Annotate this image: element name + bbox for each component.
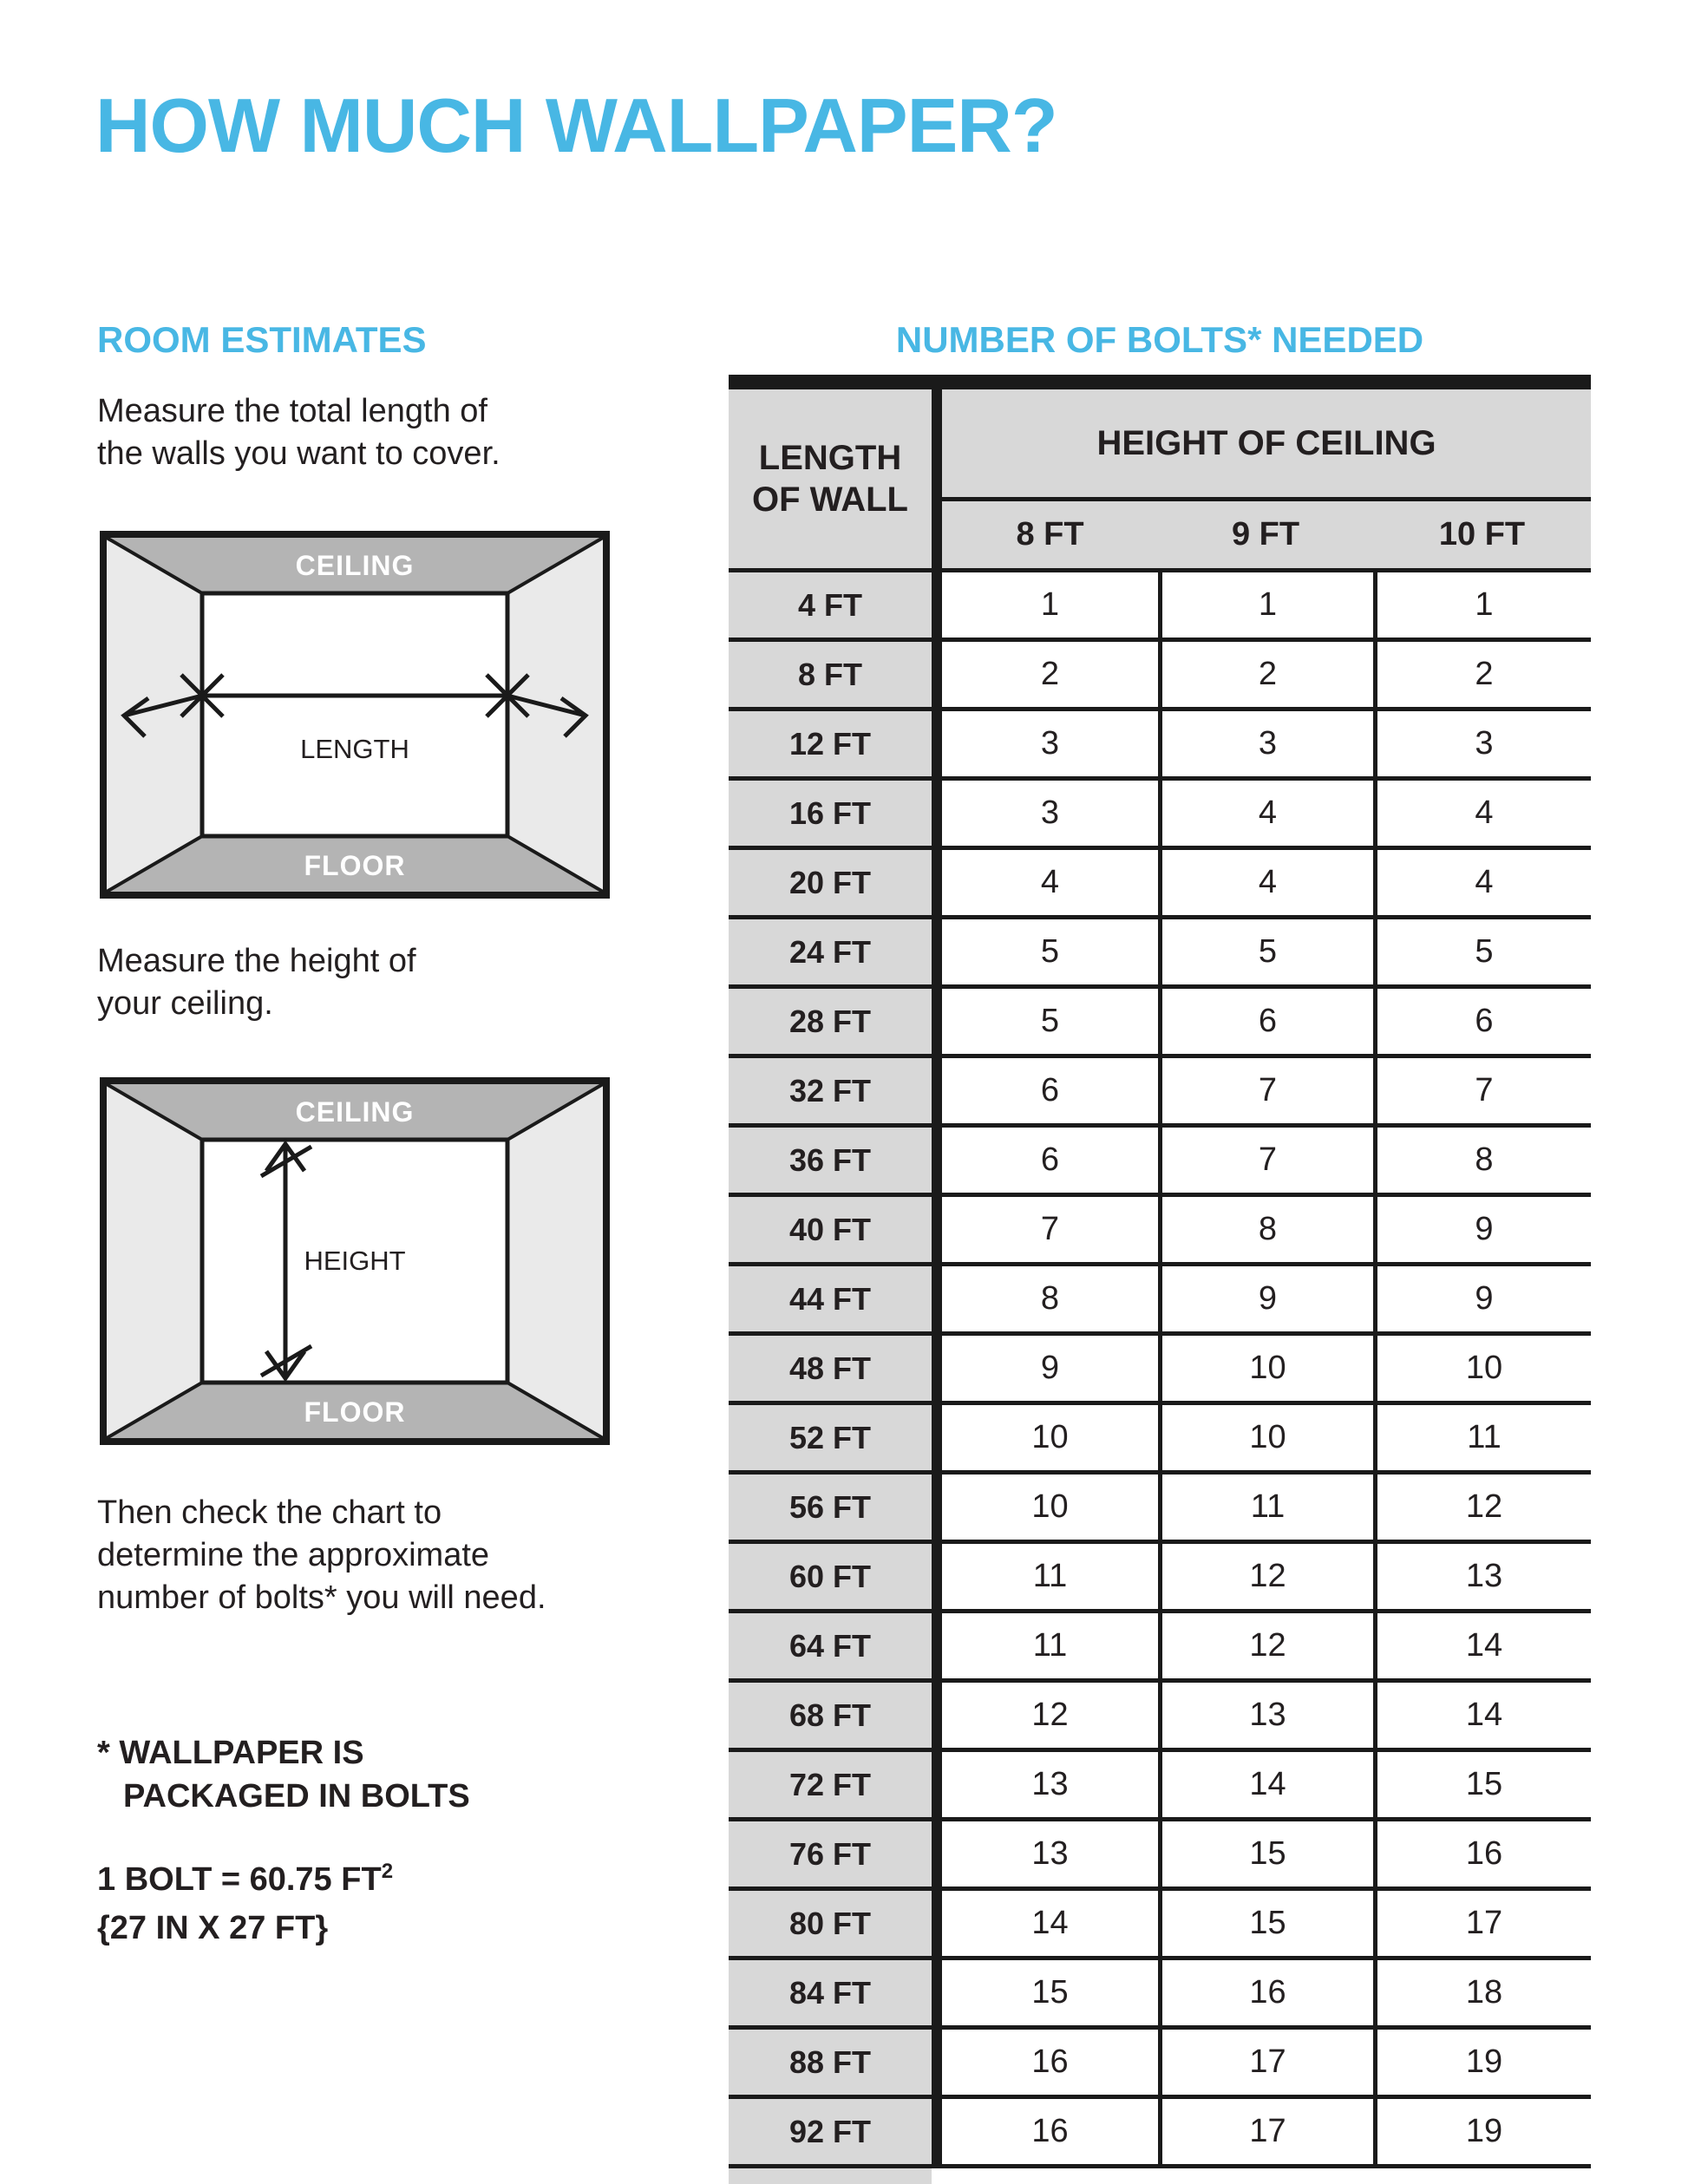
table-row <box>729 1197 1591 1266</box>
bolts-needed-heading: NUMBER OF BOLTS* NEEDED <box>895 319 1424 360</box>
room-height-diagram-svg <box>100 1077 610 1445</box>
step2-line1: Measure the height of <box>97 943 416 979</box>
wall-length-label: 68 FT <box>729 1683 932 1748</box>
table-row <box>729 1891 1591 1960</box>
bolt-count-cell: 10 <box>1158 1336 1373 1401</box>
bolt-count-cell: 9 <box>1158 1266 1373 1331</box>
table-row <box>729 1336 1591 1405</box>
bolt-count-cell: 2 <box>1040 656 1060 692</box>
row-vertical-divider <box>932 2030 942 2095</box>
bolt-count-cell: 14 <box>1373 1683 1591 1748</box>
length-of-wall-line1: LENGTH <box>758 439 902 477</box>
bolt-count-cell: 4 <box>1373 781 1591 846</box>
bolt-count-cell: 8 <box>1373 1128 1591 1193</box>
bolts-table <box>729 375 1591 2168</box>
row-vertical-divider <box>932 1544 942 1609</box>
bolt-count-cell: 5 <box>1158 919 1373 984</box>
wall-length-label: 32 FT <box>729 1058 932 1123</box>
wall-length-label: 56 FT <box>729 1475 932 1540</box>
bolt-count-cell: 12 <box>1373 1475 1591 1540</box>
bolt-count-cell: 17 <box>1373 1891 1591 1956</box>
bolt-count-cell: 11 <box>1373 1405 1591 1470</box>
wall-length-label: 64 FT <box>729 1613 932 1678</box>
table-header <box>729 389 1591 572</box>
row-vertical-divider <box>932 1891 942 1956</box>
bolt-count-cell: 16 <box>1373 1821 1591 1886</box>
bolt-count-cell: 13 <box>1031 1766 1069 1802</box>
wall-length-label: 52 FT <box>729 1405 932 1470</box>
bolt-count-cell: 8 <box>1158 1197 1373 1262</box>
bolt-count-cell: 3 <box>1373 711 1591 776</box>
row-vertical-divider <box>932 919 942 984</box>
table-row <box>729 1683 1591 1752</box>
bolt-count-cell: 5 <box>1373 919 1591 984</box>
bolt-count-cell: 15 <box>1158 1821 1373 1886</box>
step2-line2: your ceiling. <box>97 985 273 1022</box>
wall-length-label: 40 FT <box>729 1197 932 1262</box>
table-row <box>729 781 1591 850</box>
bolt-count-cell: 7 <box>1158 1128 1373 1193</box>
bolt-count-cell: 9 <box>1373 1266 1591 1331</box>
row-vertical-divider <box>932 1128 942 1193</box>
row-vertical-divider <box>932 1821 942 1886</box>
bolt-count-cell: 1 <box>1373 572 1591 638</box>
row-vertical-divider <box>932 642 942 707</box>
bolt-count-cell: 13 <box>1373 1544 1591 1609</box>
footnote-line1: * WALLPAPER IS <box>97 1735 364 1771</box>
bolt-count-cell: 14 <box>1031 1905 1069 1941</box>
wall-length-label: 72 FT <box>729 1752 932 1817</box>
bolt-count-cell: 13 <box>1031 1835 1069 1872</box>
page-title: HOW MUCH WALLPAPER? <box>95 82 1057 168</box>
bolt-count-cell: 12 <box>1031 1697 1069 1733</box>
wall-length-label: 20 FT <box>729 850 932 915</box>
bolt-count-cell: 6 <box>1040 1141 1060 1178</box>
bolt-count-cell: 8 <box>1040 1280 1060 1317</box>
row-vertical-divider <box>932 1405 942 1470</box>
wall-length-label: 24 FT <box>729 919 932 984</box>
bolt-count-cell: 15 <box>1031 1974 1069 2011</box>
step2-instruction <box>97 940 416 1025</box>
row-vertical-divider <box>932 1752 942 1817</box>
bolt-count-cell: 7 <box>1158 1058 1373 1123</box>
bolt-footnote <box>97 1731 470 1818</box>
table-row <box>729 1405 1591 1475</box>
step1-instruction <box>97 390 501 475</box>
ceiling-height-header-group <box>942 389 1591 568</box>
bolt-count-cell: 11 <box>1032 1627 1068 1664</box>
bolt-count-cell: 17 <box>1158 2030 1373 2095</box>
bolt-count-cell: 13 <box>1158 1683 1373 1748</box>
row-vertical-divider <box>932 711 942 776</box>
length-label: LENGTH <box>300 734 409 764</box>
bolt-count-cell: 17 <box>1158 2099 1373 2164</box>
table-row <box>729 919 1591 989</box>
bolt-count-cell: 2 <box>1158 642 1373 707</box>
ceiling-label: CEILING <box>295 550 415 581</box>
bolt-count-cell: 3 <box>1040 794 1060 831</box>
wall-length-label: 28 FT <box>729 989 932 1054</box>
bolt-count-cell: 6 <box>1158 989 1373 1054</box>
row-vertical-divider <box>932 1613 942 1678</box>
height-of-ceiling-header: HEIGHT OF CEILING <box>942 389 1591 501</box>
wall-length-label: 60 FT <box>729 1544 932 1609</box>
step3-line2: determine the approximate <box>97 1537 490 1573</box>
length-of-wall-line2: OF WALL <box>752 481 908 519</box>
bolt-count-cell: 14 <box>1158 1752 1373 1817</box>
table-row <box>729 850 1591 919</box>
bolt-count-cell: 6 <box>1373 989 1591 1054</box>
bolt-equation-text: 1 BOLT = 60.75 FT <box>97 1861 382 1898</box>
table-row <box>729 1058 1591 1128</box>
step3-instruction <box>97 1492 546 1619</box>
table-top-border <box>729 375 1591 389</box>
bolt-count-cell: 19 <box>1373 2099 1591 2164</box>
column-header-10ft: 10 FT <box>1438 516 1526 553</box>
wall-length-label: 12 FT <box>729 711 932 776</box>
back-wall <box>202 593 507 836</box>
bolt-count-cell: 3 <box>1040 725 1060 762</box>
table-body <box>729 572 1591 2168</box>
bolt-count-cell: 2 <box>1373 642 1591 707</box>
step1-line1: Measure the total length of <box>97 393 487 429</box>
room-length-diagram <box>100 531 610 899</box>
bolt-count-cell: 16 <box>1158 1960 1373 2025</box>
row-vertical-divider <box>932 2099 942 2164</box>
bolt-count-cell: 12 <box>1158 1613 1373 1678</box>
table-footer-gray-tab <box>729 2168 932 2184</box>
row-vertical-divider <box>932 850 942 915</box>
ceiling-height-columns <box>942 501 1591 568</box>
bolt-count-cell: 16 <box>1031 2113 1069 2149</box>
table-row <box>729 1613 1591 1683</box>
floor-label: FLOOR <box>304 1396 406 1428</box>
bolt-count-cell: 15 <box>1158 1891 1373 1956</box>
step1-line2: the walls you want to cover. <box>97 435 501 472</box>
footnote-line2: PACKAGED IN BOLTS <box>123 1778 470 1815</box>
header-vertical-divider <box>932 389 942 568</box>
step3-line1: Then check the chart to <box>97 1494 442 1531</box>
bolt-count-cell: 16 <box>1031 2043 1069 2080</box>
bolt-count-cell: 11 <box>1032 1558 1068 1594</box>
height-label: HEIGHT <box>304 1246 406 1276</box>
bolt-count-cell: 12 <box>1158 1544 1373 1609</box>
bolt-count-cell: 4 <box>1040 864 1060 900</box>
table-row <box>729 989 1591 1058</box>
bolt-count-cell: 9 <box>1373 1197 1591 1262</box>
bolt-count-cell: 15 <box>1373 1752 1591 1817</box>
row-vertical-divider <box>932 1683 942 1748</box>
wall-length-label: 80 FT <box>729 1891 932 1956</box>
wall-length-label: 44 FT <box>729 1266 932 1331</box>
ceiling-label: CEILING <box>295 1096 415 1128</box>
row-vertical-divider <box>932 1960 942 2025</box>
table-row <box>729 1821 1591 1891</box>
bolt-count-cell: 10 <box>1158 1405 1373 1470</box>
floor-label: FLOOR <box>304 850 406 881</box>
wall-length-label: 36 FT <box>729 1128 932 1193</box>
table-row <box>729 1475 1591 1544</box>
room-estimates-heading: ROOM ESTIMATES <box>97 319 427 360</box>
wall-length-label: 76 FT <box>729 1821 932 1886</box>
bolt-equation <box>97 1861 393 1899</box>
table-row <box>729 1266 1591 1336</box>
row-vertical-divider <box>932 1266 942 1331</box>
length-of-wall-header <box>729 389 932 568</box>
bolt-count-cell: 18 <box>1373 1960 1591 2025</box>
table-row <box>729 642 1591 711</box>
bolt-count-cell: 5 <box>1040 1003 1060 1039</box>
bolt-count-cell: 9 <box>1040 1350 1060 1386</box>
row-vertical-divider <box>932 1197 942 1262</box>
bolt-count-cell: 11 <box>1158 1475 1373 1540</box>
bolt-count-cell: 5 <box>1040 933 1060 970</box>
row-vertical-divider <box>932 1058 942 1123</box>
table-row <box>729 1128 1591 1197</box>
bolt-count-cell: 7 <box>1373 1058 1591 1123</box>
wall-length-label: 84 FT <box>729 1960 932 2025</box>
bolt-count-cell: 10 <box>1373 1336 1591 1401</box>
bolt-equation-superscript: 2 <box>381 1860 394 1883</box>
wall-length-label: 48 FT <box>729 1336 932 1401</box>
bolt-count-cell: 4 <box>1373 850 1591 915</box>
wall-length-label: 8 FT <box>729 642 932 707</box>
column-header-8ft: 8 FT <box>1016 516 1084 553</box>
table-row <box>729 1960 1591 2030</box>
wall-length-label: 4 FT <box>729 572 932 638</box>
bolt-count-cell: 6 <box>1040 1072 1060 1108</box>
bolt-count-cell: 4 <box>1158 850 1373 915</box>
row-vertical-divider <box>932 989 942 1054</box>
wall-length-label: 16 FT <box>729 781 932 846</box>
table-row <box>729 2030 1591 2099</box>
table-row <box>729 572 1591 642</box>
row-vertical-divider <box>932 1336 942 1401</box>
bolt-count-cell: 14 <box>1373 1613 1591 1678</box>
table-row <box>729 1544 1591 1613</box>
row-vertical-divider <box>932 1475 942 1540</box>
bolt-count-cell: 3 <box>1158 711 1373 776</box>
room-length-diagram-svg <box>100 531 610 899</box>
bolt-dimensions: {27 IN X 27 FT} <box>97 1910 329 1946</box>
table-row <box>729 711 1591 781</box>
row-vertical-divider <box>932 572 942 638</box>
row-vertical-divider <box>932 781 942 846</box>
wall-length-label: 92 FT <box>729 2099 932 2164</box>
room-height-diagram <box>100 1077 610 1445</box>
bolt-count-cell: 10 <box>1031 1419 1069 1455</box>
table-row <box>729 2099 1591 2168</box>
step3-line3: number of bolts* you will need. <box>97 1579 546 1616</box>
bolt-count-cell: 10 <box>1031 1488 1069 1525</box>
wall-length-label: 88 FT <box>729 2030 932 2095</box>
column-header-9ft: 9 FT <box>1231 516 1300 553</box>
table-row <box>729 1752 1591 1821</box>
bolt-count-cell: 4 <box>1158 781 1373 846</box>
bolt-count-cell: 7 <box>1040 1211 1060 1247</box>
bolt-count-cell: 1 <box>1158 572 1373 638</box>
bolt-count-cell: 1 <box>1040 586 1060 623</box>
bolt-count-cell: 19 <box>1373 2030 1591 2095</box>
